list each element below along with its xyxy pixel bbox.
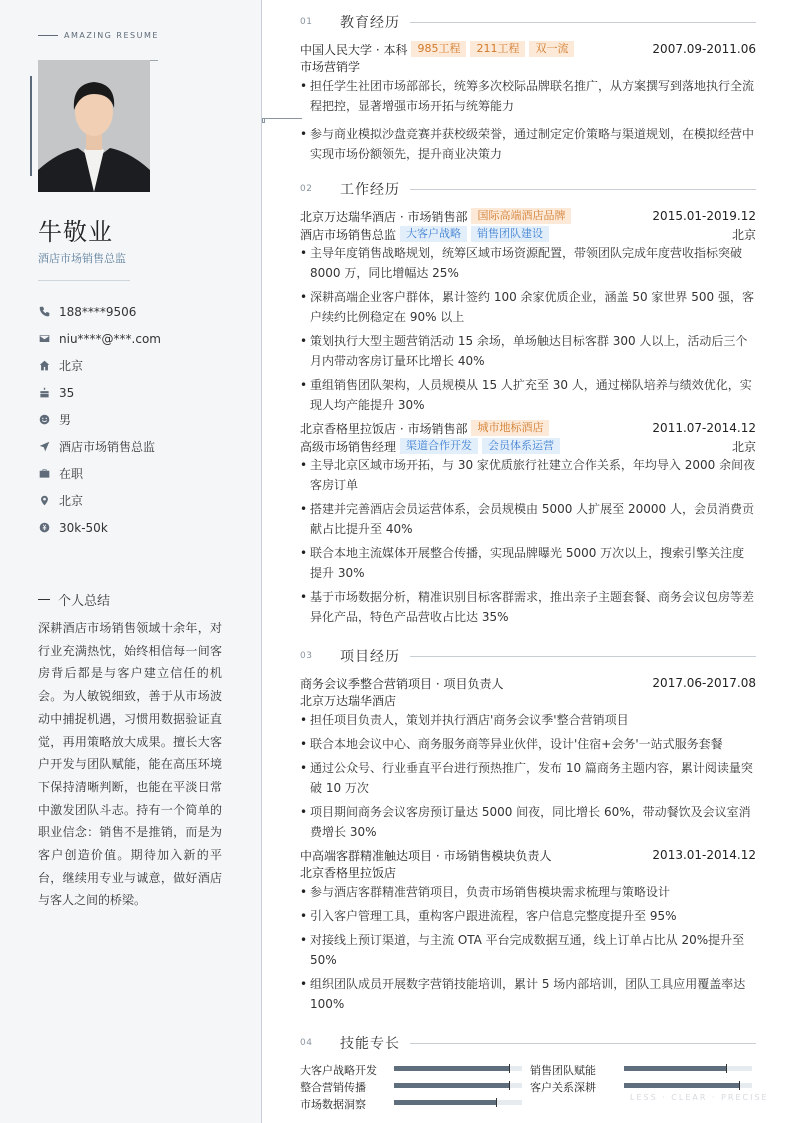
section-rule bbox=[410, 656, 756, 657]
project-header bbox=[300, 674, 756, 692]
education-major: 市场营销学 bbox=[300, 60, 361, 74]
avatar bbox=[38, 60, 150, 192]
brand-rule bbox=[38, 35, 58, 36]
info-age-text: 35 bbox=[59, 385, 75, 400]
info-email bbox=[38, 325, 238, 352]
skill-level-bar bbox=[624, 1083, 752, 1088]
school-tag: 双一流 bbox=[529, 41, 574, 57]
list-item: • 担任项目负责人，策划并执行酒店'商务会议季'整合营销项目 bbox=[300, 710, 756, 730]
work-header bbox=[300, 419, 756, 437]
skill-level-marker bbox=[509, 1081, 510, 1090]
info-home bbox=[38, 352, 238, 379]
project-bullets bbox=[300, 882, 756, 1014]
section-title: 项目经历 bbox=[340, 649, 400, 665]
education-entry bbox=[300, 40, 756, 168]
list-item: • 深耕高端企业客户群体，累计签约 100 余家优质企业，涵盖 50 家世界 500 强，客户续约比例稳定在 90% 以上 bbox=[300, 287, 756, 327]
education-date: 2007.09-2011.06 bbox=[652, 42, 756, 56]
summary-text: 深耕酒店市场销售领域十余年，对行业充满热忱，始终相信每一间客房背后都是与客户建立信任的机会。为人敏锐细致，善于从市场波动中捕捉机遇，习惯用数据验证直觉，再用策略放大成果。擅长大客户开发与团队赋能，能在高压环境下保持清晰判断，也能在平淡日常中激发团队斗志。持有一个简单的职业信念：销售不是推销，而是为客户创造价值。期待加入新的平台，继续用专业与诚意，做好酒店与客人之间的桥梁。 bbox=[38, 621, 222, 908]
work-entry bbox=[300, 207, 756, 419]
info-gender bbox=[38, 406, 238, 433]
work-header bbox=[300, 207, 756, 225]
skill-level-bar bbox=[394, 1066, 522, 1071]
smile-icon bbox=[38, 414, 50, 426]
section-education-heading bbox=[300, 12, 756, 32]
work-city: 北京 bbox=[731, 439, 756, 454]
section-title: 技能专长 bbox=[340, 1036, 400, 1052]
summary-dash bbox=[38, 599, 50, 600]
section-title: 教育经历 bbox=[340, 15, 400, 31]
candidate-title: 酒店市场销售总监 bbox=[38, 252, 126, 265]
skill-level-bar bbox=[394, 1100, 522, 1105]
education-bullets bbox=[300, 76, 756, 164]
skill-level-fill bbox=[394, 1066, 509, 1071]
info-status bbox=[38, 460, 238, 487]
section-title: 工作经历 bbox=[340, 182, 400, 198]
project-entry bbox=[300, 846, 756, 1018]
company-tag: 国际高端酒店品牌 bbox=[471, 208, 571, 224]
school-name: 中国人民大学 · 本科 bbox=[300, 42, 408, 57]
brand-text: AMAZING RESUME bbox=[64, 31, 159, 40]
project-name: 商务会议季整合营销项目 · 项目负责人 bbox=[300, 676, 504, 691]
money-icon bbox=[38, 522, 50, 534]
info-phone-text: 188****9506 bbox=[59, 304, 137, 319]
skill-label: 整合营销传播 bbox=[300, 1081, 366, 1094]
info-gender-text: 男 bbox=[59, 413, 72, 427]
work-bullets bbox=[300, 243, 756, 415]
list-item: • 组织团队成员开展数字营销技能培训，累计 5 场内部培训，团队工具应用覆盖率达 100% bbox=[300, 974, 756, 1014]
school-tag: 985工程 bbox=[411, 41, 466, 57]
skill-level-marker bbox=[739, 1081, 740, 1090]
phone-icon bbox=[38, 306, 50, 318]
section-projects-heading bbox=[300, 646, 756, 666]
work-city: 北京 bbox=[731, 227, 756, 242]
info-home-text: 北京 bbox=[59, 359, 84, 373]
list-item: • 联合本地会议中心、商务服务商等异业伙伴，设计'住宿+会务'一站式服务套餐 bbox=[300, 734, 756, 754]
work-date: 2015.01-2019.12 bbox=[652, 209, 756, 223]
list-item: • 对接线上预订渠道，与主流 OTA 平台完成数据互通，线上订单占比从 20%提升至 50% bbox=[300, 930, 756, 970]
mail-icon bbox=[38, 333, 50, 345]
project-date: 2017.06-2017.08 bbox=[652, 676, 756, 690]
list-item: • 主导北京区域市场开拓，与 30 家优质旅行社建立合作关系，年均导入 2000 余间夜客房订单 bbox=[300, 455, 756, 495]
info-target-role-text: 酒店市场销售总监 bbox=[59, 440, 156, 454]
watermark: LESS · CLEAR · PRECISE bbox=[630, 1093, 769, 1102]
skill-level-bar bbox=[624, 1066, 752, 1071]
section-number: 04 bbox=[300, 1038, 313, 1048]
edge-decor-line bbox=[262, 118, 302, 119]
list-item: • 重组销售团队架构，人员规模从 15 人扩充至 30 人，通过梯队培养与绩效优化，实现人均产能提升 30% bbox=[300, 375, 756, 415]
section-number: 01 bbox=[300, 17, 313, 27]
skill-label: 销售团队赋能 bbox=[530, 1064, 596, 1077]
list-item: • 通过公众号、行业垂直平台进行预热推广，发布 10 篇商务主题内容，累计阅读量突破 10 万次 bbox=[300, 758, 756, 798]
info-email-text: niu****@***.com bbox=[59, 331, 161, 346]
list-item: • 策划执行大型主题营销活动 15 余场，单场触达目标客群 300 人以上，活动后三个月内带动客房订量环比增长 40% bbox=[300, 331, 756, 371]
title-divider bbox=[38, 280, 130, 281]
list-item: • 参与商业模拟沙盘竞赛并获校级荣誉，通过制定定价策略与渠道规划，在模拟经营中实现市场份额领先，提升商业决策力 bbox=[300, 124, 756, 164]
education-header bbox=[300, 40, 756, 58]
section-rule bbox=[410, 1043, 756, 1044]
skill-level-fill bbox=[624, 1066, 726, 1071]
list-item: • 引入客户管理工具，重构客户跟进流程，客户信息完整度提升至 95% bbox=[300, 906, 756, 926]
work-role-row bbox=[300, 225, 756, 243]
list-item: • 基于市场数据分析，精准识别目标客群需求，推出亲子主题套餐、商务会议包房等差异化产品，特色产品营收占比达 35% bbox=[300, 587, 756, 627]
summary-title: 个人总结 bbox=[58, 594, 111, 609]
info-age bbox=[38, 379, 238, 406]
work-date: 2011.07-2014.12 bbox=[652, 421, 756, 435]
project-header bbox=[300, 846, 756, 864]
project-org: 北京香格里拉饭店 bbox=[300, 866, 397, 880]
role-tag: 销售团队建设 bbox=[471, 226, 549, 242]
sidebar bbox=[0, 0, 262, 1123]
role-name: 酒店市场销售总监 bbox=[300, 227, 397, 242]
info-target-role bbox=[38, 433, 238, 460]
list-item: • 主导年度销售战略规划，统筹区域市场资源配置，带领团队完成年度营收指标突破 8000 万，同比增幅达 25% bbox=[300, 243, 756, 283]
info-location bbox=[38, 487, 238, 514]
school-tag: 211工程 bbox=[470, 41, 525, 57]
company-name: 北京香格里拉饭店 · 市场销售部 bbox=[300, 421, 468, 436]
section-rule bbox=[410, 22, 756, 23]
info-location-text: 北京 bbox=[59, 494, 84, 508]
list-item: • 担任学生社团市场部部长，统筹多次校际品牌联名推广，从方案撰写到落地执行全流程把控，显著增强市场开拓与统筹能力 bbox=[300, 76, 756, 116]
candidate-name: 牛敬业 bbox=[38, 218, 113, 246]
section-work-heading bbox=[300, 179, 756, 199]
info-phone bbox=[38, 298, 238, 325]
skill-level-fill bbox=[394, 1100, 496, 1105]
section-skills-heading bbox=[300, 1033, 756, 1053]
project-org: 北京万达瑞华酒店 bbox=[300, 694, 397, 708]
home-icon bbox=[38, 360, 50, 372]
role-tag: 渠道合作开发 bbox=[400, 438, 478, 454]
work-bullets bbox=[300, 455, 756, 627]
skill-label: 大客户战略开发 bbox=[300, 1064, 377, 1077]
skill-level-fill bbox=[394, 1083, 509, 1088]
project-date: 2013.01-2014.12 bbox=[652, 848, 756, 862]
photo-accent-bar bbox=[30, 76, 32, 176]
info-salary bbox=[38, 514, 238, 541]
contact-info bbox=[38, 298, 238, 541]
company-tag: 城市地标酒店 bbox=[471, 420, 549, 436]
skill-level-marker bbox=[726, 1064, 727, 1073]
project-bullets bbox=[300, 710, 756, 842]
edge-decor-square bbox=[262, 118, 265, 123]
skill-level-bar bbox=[394, 1083, 522, 1088]
brand-label bbox=[38, 31, 159, 40]
location-icon bbox=[38, 495, 50, 507]
role-tag: 会员体系运营 bbox=[482, 438, 560, 454]
list-item: • 联合本地主流媒体开展整合传播，实现品牌曝光 5000 万次以上，搜索引擎关注度提升 30% bbox=[300, 543, 756, 583]
role-name: 高级市场销售经理 bbox=[300, 439, 397, 454]
skill-level-marker bbox=[509, 1064, 510, 1073]
section-number: 03 bbox=[300, 651, 313, 661]
list-item: • 搭建并完善酒店会员运营体系，会员规模由 5000 人扩展至 20000 人，会员消费贡献占比提升至 40% bbox=[300, 499, 756, 539]
skill-level-marker bbox=[496, 1098, 497, 1107]
send-icon bbox=[38, 441, 50, 453]
project-name: 中高端客群精准触达项目 · 市场销售模块负责人 bbox=[300, 848, 552, 863]
company-name: 北京万达瑞华酒店 · 市场销售部 bbox=[300, 209, 468, 224]
project-entry bbox=[300, 674, 756, 846]
list-item: • 参与酒店客群精准营销项目，负责市场销售模块需求梳理与策略设计 bbox=[300, 882, 756, 902]
section-rule bbox=[410, 189, 756, 190]
work-entry bbox=[300, 419, 756, 631]
skill-label: 市场数据洞察 bbox=[300, 1098, 366, 1111]
cake-icon bbox=[38, 387, 50, 399]
list-item: • 项目期间商务会议客房预订量达 5000 间夜，同比增长 60%，带动餐饮及会议室消费增长 30% bbox=[300, 802, 756, 842]
skill-label: 客户关系深耕 bbox=[530, 1081, 596, 1094]
role-tag: 大客户战略 bbox=[400, 226, 467, 242]
briefcase-icon bbox=[38, 468, 50, 480]
work-role-row bbox=[300, 437, 756, 455]
info-salary-text: 30k-50k bbox=[59, 520, 108, 535]
section-number: 02 bbox=[300, 184, 313, 194]
info-status-text: 在职 bbox=[59, 467, 84, 481]
skill-level-fill bbox=[624, 1083, 739, 1088]
summary-heading bbox=[38, 590, 110, 609]
